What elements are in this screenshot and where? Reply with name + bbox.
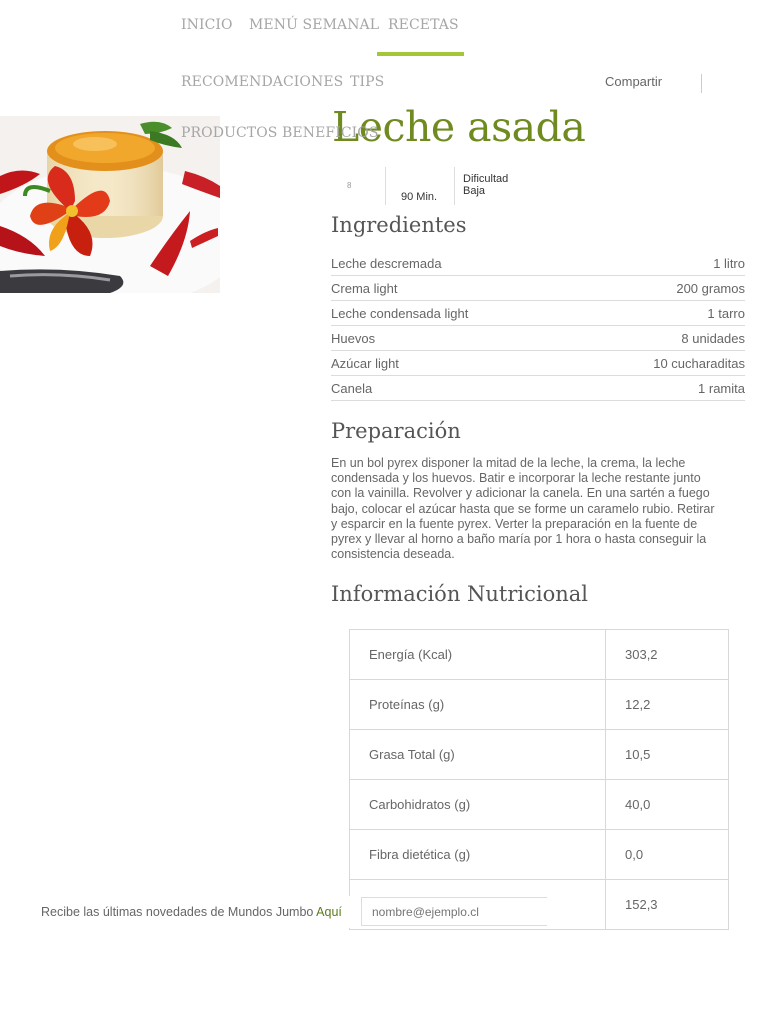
nav-tips[interactable]: TIPS: [350, 74, 385, 90]
newsletter-bar: [0, 896, 548, 928]
nutrition-row: [350, 830, 729, 880]
difficulty-value: Baja: [463, 185, 486, 197]
recipe-title: Leche asada: [332, 103, 586, 151]
ingredient-qty: 200 gramos: [676, 280, 745, 296]
ingredient-qty: 1 ramita: [698, 380, 745, 396]
ingredient-row: [331, 326, 745, 351]
nutrition-row: [350, 680, 729, 730]
ingredient-row: [331, 351, 745, 376]
meta-divider: [385, 167, 386, 205]
ingredient-name: Azúcar light: [331, 355, 399, 371]
nutrition-heading: Información Nutricional: [331, 582, 589, 606]
ingredient-row: [331, 301, 745, 326]
ingredient-name: Crema light: [331, 280, 398, 296]
nav-recomendaciones[interactable]: RECOMENDACIONES: [181, 74, 344, 90]
nutrient-value: 152,3: [606, 880, 729, 930]
recipe-meta: [331, 167, 531, 205]
nutrition-row: [350, 780, 729, 830]
ingredient-qty: 1 litro: [713, 255, 745, 271]
ingredient-qty: 10 cucharaditas: [653, 355, 745, 371]
nutrition-row: [350, 630, 729, 680]
nutrient-value: 303,2: [606, 630, 729, 680]
portions-value: 8: [347, 181, 352, 190]
nav-active-indicator: [377, 52, 464, 56]
nutrient-value: 0,0: [606, 830, 729, 880]
nav-inicio[interactable]: INICIO: [181, 17, 233, 33]
preparation-heading: Preparación: [331, 419, 461, 443]
newsletter-email-input[interactable]: [361, 897, 547, 926]
nutrient-label: Carbohidratos (g): [350, 780, 606, 830]
time-value: 90 Min.: [401, 191, 438, 203]
ingredients-list: [331, 251, 745, 401]
newsletter-text: [41, 905, 342, 919]
ingredient-row: [331, 376, 745, 401]
newsletter-label: Recibe las últimas novedades de Mundos Jumbo: [41, 905, 317, 919]
ingredient-row: [331, 251, 745, 276]
nutrient-value: 40,0: [606, 780, 729, 830]
nutrition-table: [349, 629, 729, 930]
ingredient-name: Leche descremada: [331, 255, 442, 271]
ingredient-qty: 1 tarro: [707, 305, 745, 321]
nutrient-label: Energía (Kcal): [350, 630, 606, 680]
share-divider: [701, 74, 702, 93]
ingredient-name: Leche condensada light: [331, 305, 469, 321]
difficulty-label: Dificultad: [463, 173, 509, 185]
nav-productos-beneficios[interactable]: PRODUCTOS BENEFICIOS: [181, 125, 379, 141]
nutrient-label: Grasa Total (g): [350, 730, 606, 780]
meta-divider: [454, 167, 455, 205]
nav-menu-semanal[interactable]: MENÚ SEMANAL: [249, 17, 380, 33]
recipe-photo: [0, 116, 220, 293]
ingredient-row: [331, 276, 745, 301]
ingredient-name: Canela: [331, 380, 373, 396]
nutrient-value: 12,2: [606, 680, 729, 730]
nutrition-row: [350, 730, 729, 780]
nutrient-label: Fibra dietética (g): [350, 830, 606, 880]
nav-recetas[interactable]: RECETAS: [388, 17, 459, 33]
nutrient-label: Proteínas (g): [350, 680, 606, 730]
ingredient-name: Huevos: [331, 330, 376, 346]
nutrient-value: 10,5: [606, 730, 729, 780]
share-button[interactable]: Compartir: [605, 74, 663, 89]
preparation-text: En un bol pyrex disponer la mitad de la leche, la crema, la leche condensada y los huevos. Batir e incorporar la leche restante junto con la vainilla. Revolver y adicionar la canela. En una sartén a fuego bajo, colocar el azúcar hasta que se forme un caramelo rubio. Retirar y esparcir en la fuente pyrex. Verter la preparación en la fuente de pyrex y llevar al horno a baño maría por 1 hora o hasta conseguir la consistencia deseada.: [331, 456, 715, 562]
ingredient-qty: 8 unidades: [681, 330, 745, 346]
newsletter-link[interactable]: Aquí: [316, 905, 342, 919]
ingredients-heading: Ingredientes: [331, 213, 467, 237]
